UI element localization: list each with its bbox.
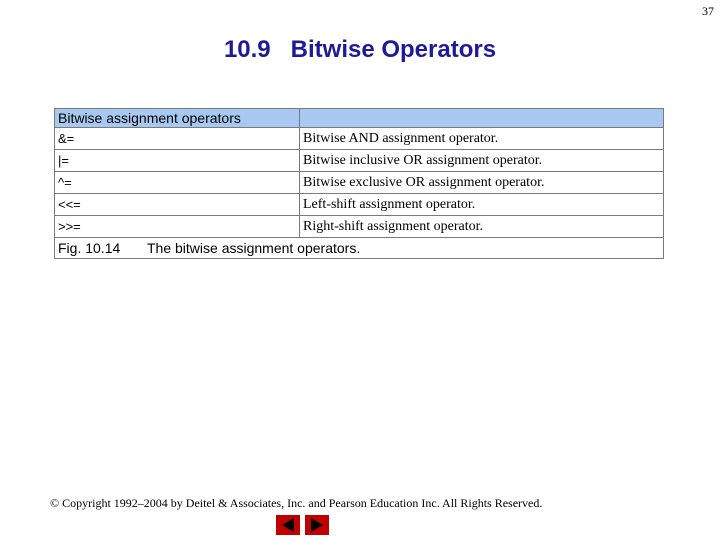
table-row xyxy=(55,172,664,194)
table-row xyxy=(55,194,664,216)
operator-cell: &= xyxy=(55,128,300,150)
slide-title: 10.9 Bitwise Operators xyxy=(223,36,497,63)
description-cell: Bitwise inclusive OR assignment operator. xyxy=(300,150,664,172)
triangle-left-icon xyxy=(276,515,300,535)
bitwise-assignment-operators-table xyxy=(54,108,664,259)
description-cell: Bitwise exclusive OR assignment operator. xyxy=(300,172,664,194)
table-header-empty-cell xyxy=(300,109,664,128)
previous-slide-button[interactable] xyxy=(276,515,300,535)
slide-number: 37 xyxy=(702,4,714,18)
table-caption-row xyxy=(55,238,664,259)
figure-caption-text: The bitwise assignment operators. xyxy=(147,240,361,256)
description-cell: Bitwise AND assignment operator. xyxy=(300,128,664,150)
description-cell: Left-shift assignment operator. xyxy=(300,194,664,216)
description-cell: Right-shift assignment operator. xyxy=(300,216,664,238)
triangle-right-icon xyxy=(305,515,329,535)
table-header-cell: Bitwise assignment operators xyxy=(55,109,300,128)
table-caption xyxy=(55,238,664,259)
table-header-row xyxy=(55,109,664,128)
copyright-notice: © Copyright 1992–2004 by Deitel & Associates, Inc. and Pearson Education Inc. All Rights Reserved. xyxy=(50,496,543,510)
table-row xyxy=(55,150,664,172)
table-row xyxy=(55,216,664,238)
next-slide-button[interactable] xyxy=(305,515,329,535)
operator-cell: >>= xyxy=(55,216,300,238)
operator-cell: ^= xyxy=(55,172,300,194)
operator-cell: |= xyxy=(55,150,300,172)
figure-number: Fig. 10.14 xyxy=(58,240,121,256)
table-row xyxy=(55,128,664,150)
operator-cell: <<= xyxy=(55,194,300,216)
